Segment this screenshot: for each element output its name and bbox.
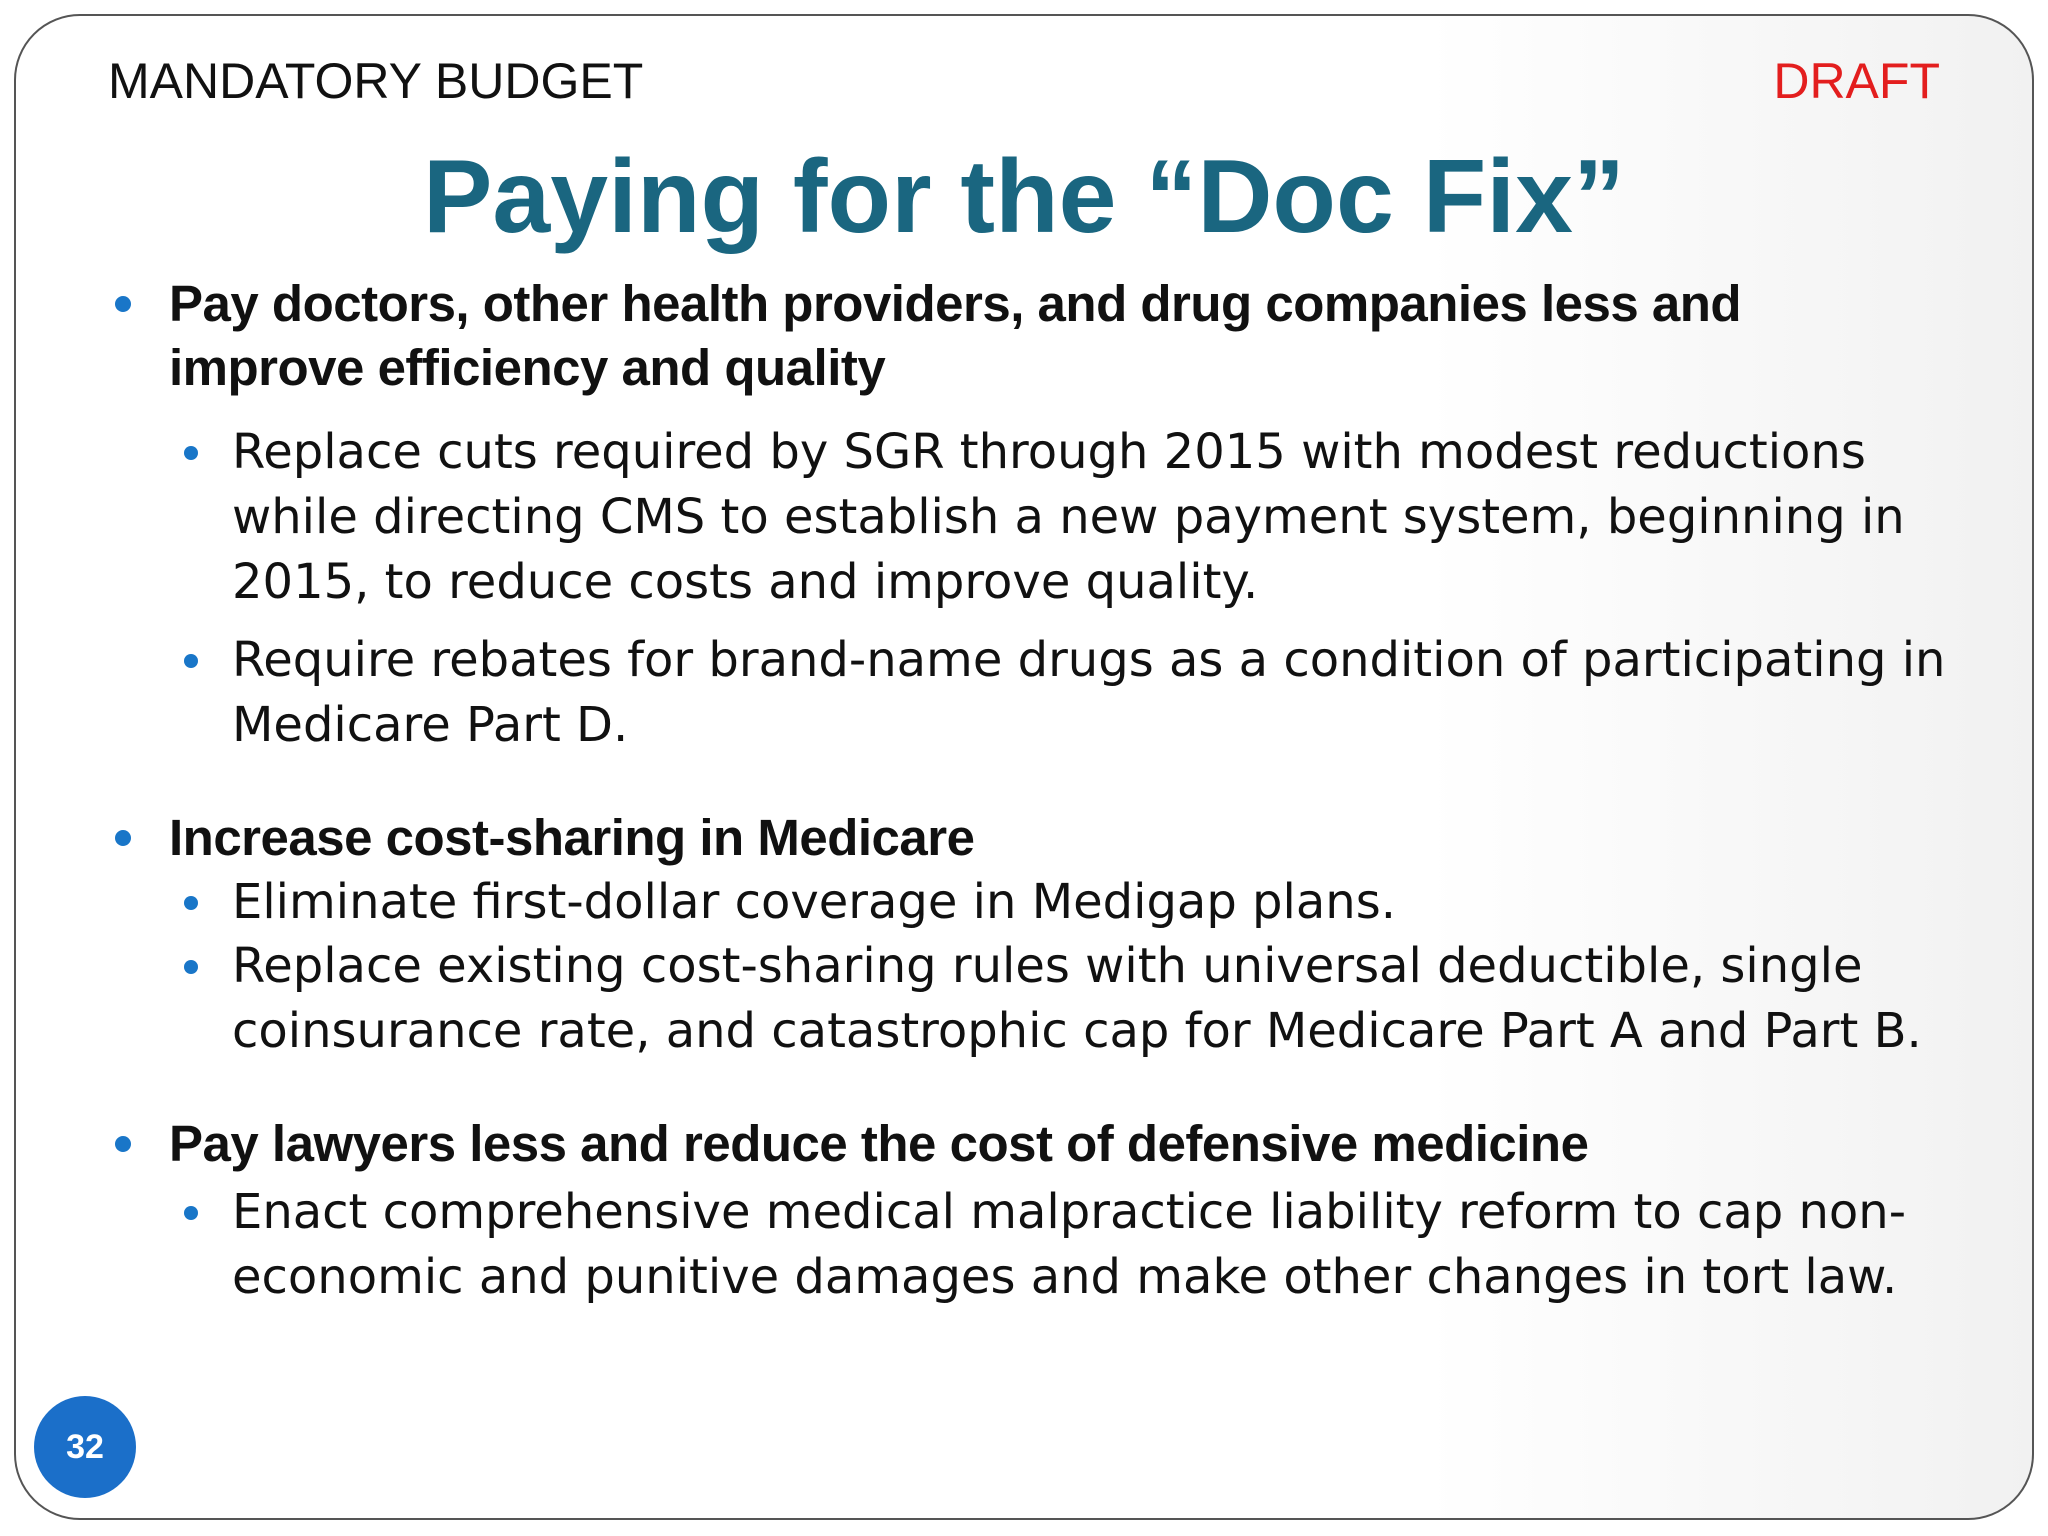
bullet-heading-1 [169, 272, 1929, 400]
bullet-dot-icon [184, 1206, 198, 1220]
sub-bullet-text: Replace cuts required by SGR through 2015 with modest reductions while directing CMS to establish a new payment system, beginning in 2015, to reduce costs and improve quality. [232, 424, 1905, 610]
bullet-dot-icon [184, 960, 198, 974]
bullet-dot-icon [184, 654, 198, 668]
bullet-heading-text: Pay doctors, other health providers, and drug companies less and improve efficiency and quality [169, 275, 1742, 396]
bullet-dot-icon [115, 296, 131, 312]
sub-bullet-3-1 [232, 1180, 1972, 1310]
sub-bullet-text: Enact comprehensive medical malpractice liability reform to cap non-economic and punitive damages and make other changes in tort law. [232, 1184, 1907, 1305]
bullet-dot-icon [184, 446, 198, 460]
slide-title: Paying for the “Doc Fix” [423, 139, 1625, 255]
sub-bullet-text: Require rebates for brand-name drugs as a condition of participating in Medicare Part D. [232, 632, 1946, 753]
sub-bullet-2-2 [232, 934, 1972, 1064]
slide [14, 14, 2034, 1520]
header-label: MANDATORY BUDGET [108, 53, 644, 109]
bullet-dot-icon [115, 830, 131, 846]
bullet-dot-icon [115, 1136, 131, 1152]
bullet-heading-text: Pay lawyers less and reduce the cost of defensive medicine [169, 1115, 1589, 1172]
bullet-dot-icon [184, 896, 198, 910]
sub-bullet-text: Eliminate first-dollar coverage in Medigap plans. [232, 874, 1396, 930]
page-number-badge: 32 [34, 1396, 136, 1498]
sub-bullet-2-1 [232, 870, 1972, 935]
sub-bullet-text: Replace existing cost-sharing rules with universal deductible, single coinsurance rate, and catastrophic cap for Medicare Part A and Part B. [232, 938, 1922, 1059]
draft-label: DRAFT [1773, 53, 1940, 109]
bullet-heading-3 [169, 1112, 1929, 1176]
sub-bullet-1-1 [232, 420, 1972, 615]
bullet-heading-2 [169, 806, 1929, 870]
bullet-heading-text: Increase cost-sharing in Medicare [169, 809, 975, 866]
sub-bullet-1-2 [232, 628, 1972, 758]
